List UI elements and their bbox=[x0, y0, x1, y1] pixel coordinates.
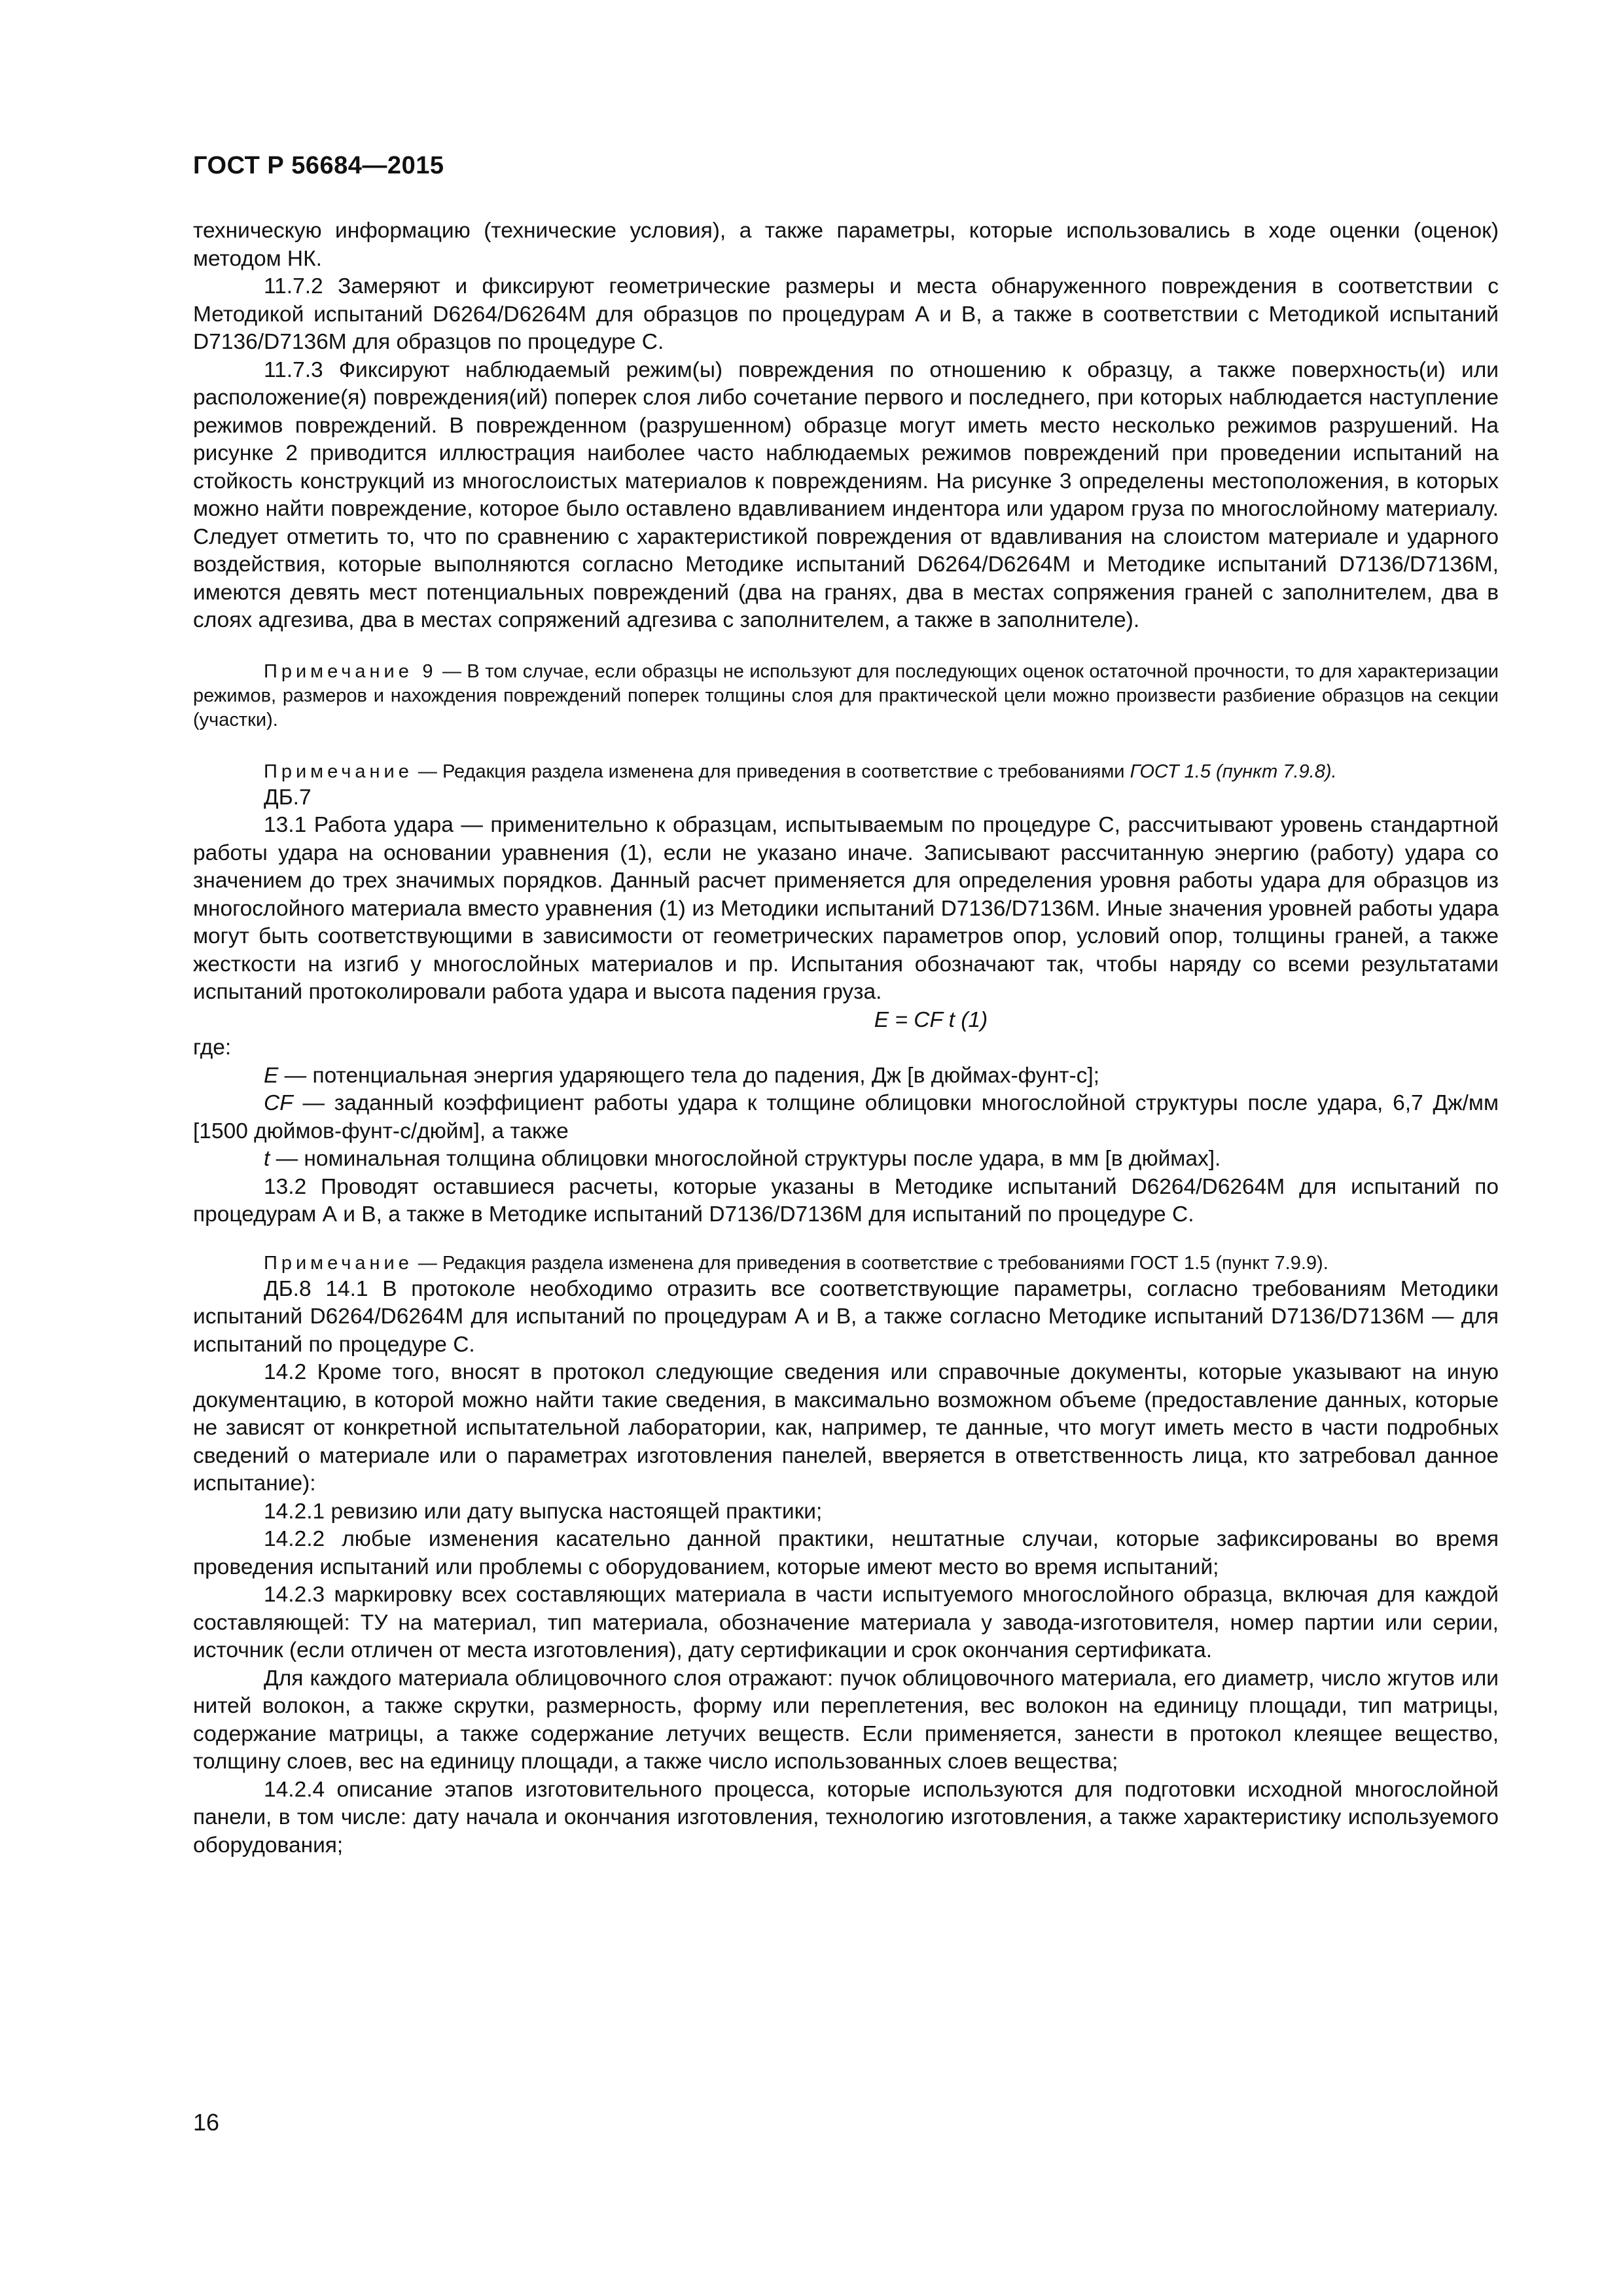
note-edit-a bbox=[193, 760, 1499, 784]
paragraph-11-7-2: 11.7.2 Замеряют и фиксируют геометрические размеры и места обнаруженного повреждения в соответствии с Методикой испытаний D6264/D6264M для образцов по процедурам А и В, а также в соответствии с Методикой испытаний D7136/D7136M для образцов по процедуре С. bbox=[193, 274, 1499, 354]
note-edit-b-label: Примечание bbox=[264, 1252, 413, 1274]
definition-t: t — номинальная толщина облицовки многослойной структуры после удара, в мм [в дюймах]. bbox=[264, 1147, 1221, 1171]
paragraph-14-2-1: 14.2.1 ревизию или дату выпуска настоящей практики; bbox=[264, 1499, 823, 1524]
note-edit-a-text: — Редакция раздела изменена для приведения в соответствие с требованиями bbox=[412, 761, 1130, 782]
note-9 bbox=[193, 660, 1499, 732]
paragraph-14-2-2: 14.2.2 любые изменения касательно данной практики, нештатные случаи, которые зафиксированы во время проведения испытаний или проблемы с оборудованием, которые имеют место во время испытаний; bbox=[193, 1527, 1499, 1579]
page-number: 16 bbox=[193, 2109, 220, 2136]
definition-cf: CF — заданный коэффициент работы удара к толщине облицовки многослойной структуры после удара, 6,7 Дж/мм [1500 дюймов-фунт-с/дюйм], а также bbox=[193, 1091, 1499, 1143]
section-db7-heading: ДБ.7 bbox=[264, 785, 312, 810]
paragraph-11-7-3: 11.7.3 Фиксируют наблюдаемый режим(ы) повреждения по отношению к образцу, а также поверхность(и) или расположение(я) повреждения(ий) поперек слоя либо сочетание первого и последнего, при которых наблюдается наступление режимов повреждений. В поврежденном (разрушенном) образце могут иметь место несколько режимов разрушений. На рисунке 2 приводится иллюстрация наиболее часто наблюдаемых режимов повреждений при проведении испытаний на стойкость конструкций из многослоистых материалов к повреждениям. На рисунке 3 определены местоположения, в которых можно найти повреждение, которое было оставлено вдавливанием индентора или ударом груза по многослойному материалу. Следует отметить то, что по сравнению с характеристикой повреждения от вдавливания на слоистом материале и ударного воздействия, которые выполняются согласно Методике испытаний D6264/D6264M и Методике испытаний D7136/D7136M, имеются девять мест потенциальных повреждений (два на гранях, два в местах сопряжения граней с заполнителем, два в слоях адгезива, два в местах сопряжений адгезива с заполнителем, а также в заполнителе). bbox=[193, 357, 1499, 632]
paragraph-13-1: 13.1 Работа удара — применительно к образцам, испытываемым по процедуре С, рассчитывают уровень стандартной работы удара на основании уравнения (1), если не указано иначе. Записывают рассчитанную энергию (работу) удара со значением до трех значимых порядков. Данный расчет применяется для определения уровня работы удара для образцов из многослойного материала вместо уравнения (1) из Методики испытаний D7136/D7136M. Иные значения уровней работы удара могут быть соответствующими в зависимости от геометрических параметров опор, условий опор, толщины граней, а также жесткости на изгиб у многослойных материалов и пр. Испытания обозначают так, чтобы наряду со всеми результатами испытаний протоколировали работа удара и высота падения груза. bbox=[193, 813, 1499, 1004]
definition-e: E — потенциальная энергия ударяющего тела до падения, Дж [в дюймах-фунт-с]; bbox=[264, 1063, 1099, 1088]
note-edit-b bbox=[193, 1251, 1499, 1276]
document-body bbox=[193, 217, 1499, 1859]
note-9-text: — В том случае, если образцы не используют для последующих оценок остаточной прочности, то для характеризации режимов, размеров и нахождения повреждений поперек толщины слоя для практической цели можно произвести разбиение образцов на секции (участки). bbox=[193, 660, 1499, 730]
where-label: где: bbox=[193, 1035, 232, 1060]
note-edit-a-ref: ГОСТ 1.5 (пункт 7.9.8). bbox=[1130, 761, 1337, 782]
paragraph-13-2: 13.2 Проводят оставшиеся расчеты, которые указаны в Методике испытаний D6264/D6264M для испытаний по процедурам А и В, а также в Методике испытаний D7136/D7136M для испытаний по процедуре С. bbox=[193, 1174, 1499, 1227]
note-edit-b-text: — Редакция раздела изменена для приведения в соответствие с требованиями ГОСТ 1.5 (пункт 7.9.9). bbox=[412, 1252, 1329, 1274]
paragraph-14-2: 14.2 Кроме того, вносят в протокол следующие сведения или справочные документы, которые указывают на иную документацию, в которой можно найти такие сведения, в максимально возможном объеме (предоставление данных, которые не зависят от конкретной испытательной лаборатории, как, например, те данные, что могут иметь место в части подробных сведений о материале или о параметрах изготовления панелей, вверяется в ответственность лица, кто затребовал данное испытание): bbox=[193, 1360, 1499, 1496]
paragraph-facing-materials: Для каждого материала облицовочного слоя отражают: пучок облицовочного материала, его диаметр, число жгутов или нитей волокон, а также скрутки, размерность, форму или переплетения, вес волокон на единицу площади, тип матрицы, содержание матрицы, а также содержание летучих веществ. Если применяется, занести в протокол клеящее вещество, толщину слоев, вес на единицу площади, а также число использованных слоев вещества; bbox=[193, 1666, 1499, 1774]
paragraph-14-2-3: 14.2.3 маркировку всех составляющих материала в части испытуемого многослойного образца, включая для каждой составляющей: ТУ на материал, тип материала, обозначение материала у завода-изготовителя, номер партии или серии, источник (если отличен от места изготовления), дату сертификации и срок окончания сертификата. bbox=[193, 1583, 1499, 1662]
note-edit-a-label: Примечание bbox=[264, 761, 413, 782]
paragraph-14-2-4: 14.2.4 описание этапов изготовительного процесса, которые используются для подготовки исходной многослойной панели, в том числе: дату начала и окончания изготовления, технологию изготовления, а также характеристику используемого оборудования; bbox=[193, 1777, 1499, 1857]
document-header: ГОСТ Р 56684—2015 bbox=[193, 152, 444, 179]
definitions bbox=[193, 1062, 1499, 1174]
note-9-label: Примечание 9 bbox=[264, 660, 437, 682]
paragraph-db8-14-1: ДБ.8 14.1 В протоколе необходимо отразить все соответствующие параметры, согласно требованиям Методики испытаний D6264/D6264M для испытаний по процедурам А и В, а также согласно Методике испытаний D7136/D7136M — для испытаний по процедуре С. bbox=[193, 1276, 1499, 1357]
paragraph-continuation: техническую информацию (технические условия), а также параметры, которые использовались в ходе оценки (оценок) методом НК. bbox=[193, 219, 1499, 271]
formula-1: E = CF t (1) bbox=[874, 1007, 988, 1032]
